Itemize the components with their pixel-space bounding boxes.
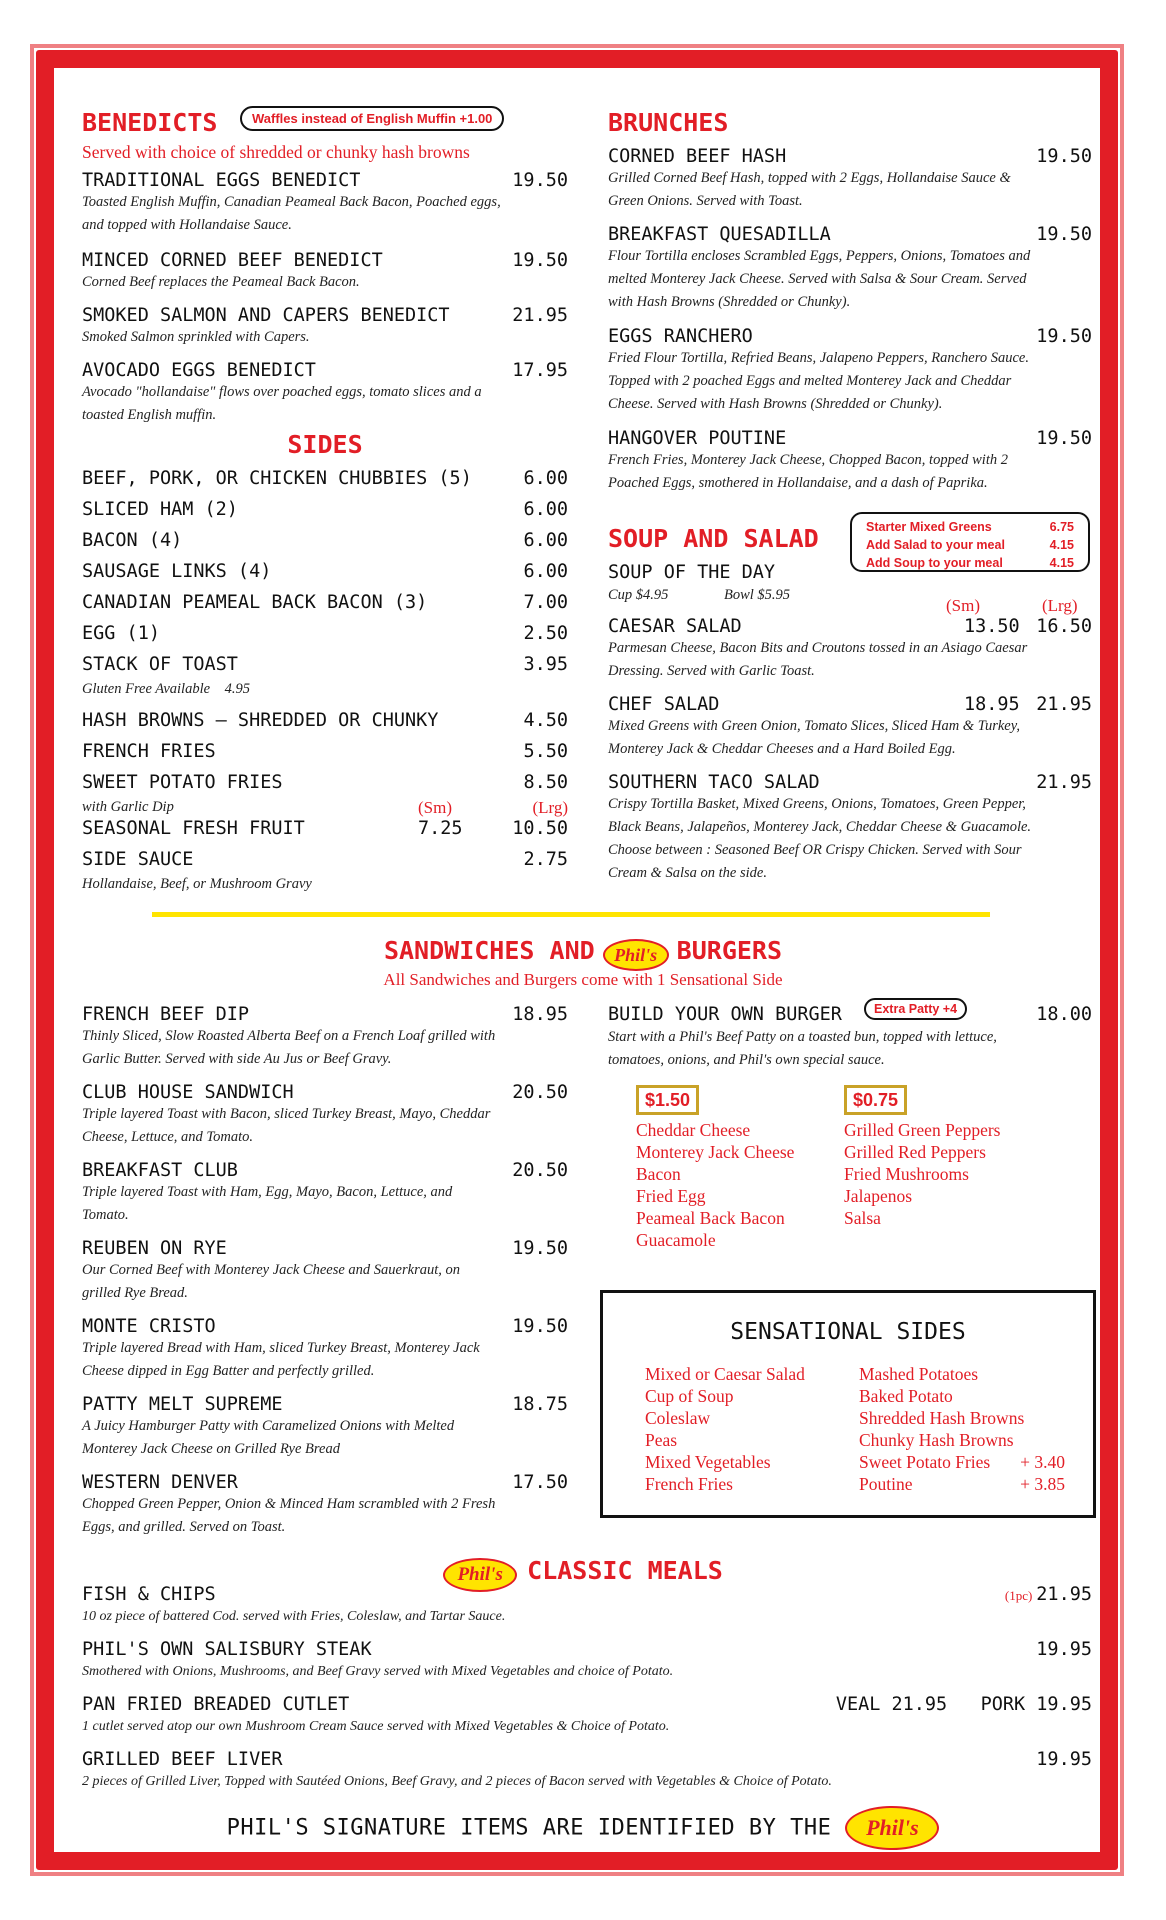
list-item bbox=[82, 1082, 568, 1160]
item-name: CANADIAN PEAMEAL BACK BACON (3) bbox=[82, 592, 428, 613]
brunches-title: BRUNCHES bbox=[608, 108, 729, 137]
item-desc: 10 oz piece of battered Cod. served with Fries, Coleslaw, and Tartar Sauce. bbox=[82, 1609, 506, 1624]
item-price: 16.50 bbox=[1036, 616, 1092, 637]
sandwich-list bbox=[82, 1004, 568, 1550]
waffles-badge: Waffles instead of English Muffin +1.00 bbox=[240, 106, 504, 131]
side-sauce-note: Hollandaise, Beef, or Mushroom Gravy bbox=[82, 876, 312, 892]
addon-group-2 bbox=[844, 1090, 1000, 1229]
item-desc: Toasted English Muffin, Canadian Peameal Back Bacon, Poached eggs, and topped with Hollandaise Sauce. bbox=[82, 194, 501, 233]
extra-label: Add Soup to your meal bbox=[866, 556, 1003, 570]
list-item bbox=[82, 468, 568, 499]
gluten-free-note: Gluten Free Available bbox=[82, 681, 211, 697]
side-option: French Fries bbox=[645, 1474, 733, 1494]
item-desc: Start with a Phil's Beef Patty on a toasted bun, topped with lettuce, tomatoes, onions, and Phil's own special sauce. bbox=[608, 1029, 997, 1068]
list-item bbox=[608, 326, 1092, 428]
item-price-small: 18.95 bbox=[964, 694, 1020, 715]
item-price: 17.50 bbox=[512, 1472, 568, 1493]
item-desc: Chopped Green Pepper, Onion & Minced Ham scrambled with 2 Fresh Eggs, and grilled. Served on Toast. bbox=[82, 1496, 496, 1535]
benedicts-title: BENEDICTS bbox=[82, 108, 218, 137]
list-item bbox=[82, 1394, 568, 1472]
item-price: 2.50 bbox=[523, 623, 568, 644]
addon-item: Fried Mushrooms bbox=[844, 1164, 969, 1184]
item-name: EGG (1) bbox=[82, 623, 160, 644]
toast-note bbox=[82, 678, 568, 710]
list-item bbox=[82, 849, 568, 873]
side-label: Baked Potato bbox=[859, 1386, 953, 1406]
list-item bbox=[82, 1316, 568, 1394]
list-item bbox=[82, 1238, 568, 1316]
extra-label: Add Salad to your meal bbox=[866, 538, 1005, 552]
addon-item: Grilled Red Peppers bbox=[844, 1142, 986, 1162]
footer-text: PHIL'S SIGNATURE ITEMS ARE IDENTIFIED BY THE bbox=[226, 1815, 832, 1841]
item-desc: Our Corned Beef with Monterey Jack Cheese and Sauerkraut, on grilled Rye Bread. bbox=[82, 1262, 460, 1301]
item-name: SOUTHERN TACO SALAD bbox=[608, 772, 820, 793]
side-option bbox=[859, 1429, 1065, 1451]
benedicts-list bbox=[82, 170, 568, 430]
side-option bbox=[859, 1473, 1065, 1495]
item-desc: Fried Flour Tortilla, Refried Beans, Jalapeno Peppers, Ranchero Sauce. Topped with 2 poached Eggs and melted Monterey Jack and Cheddar Cheese. Served with Hash Browns (Shredded or Chunky). bbox=[608, 350, 1029, 412]
item-desc: A Juicy Hamburger Patty with Caramelized Onions with Melted Monterey Jack Cheese on Grilled Rye Bread bbox=[82, 1418, 455, 1457]
list-item bbox=[82, 1694, 1092, 1749]
item-name: CLUB HOUSE SANDWICH bbox=[82, 1082, 294, 1103]
list-item bbox=[608, 146, 1092, 224]
item-name: TRADITIONAL EGGS BENEDICT bbox=[82, 170, 361, 191]
list-item bbox=[608, 772, 1092, 882]
size-large-label: (Lrg) bbox=[1042, 596, 1078, 615]
soup-cup-price: Cup $4.95 bbox=[608, 587, 669, 603]
item-desc: Parmesan Cheese, Bacon Bits and Croutons tossed in an Asiago Caesar Dressing. Served with Garlic Toast. bbox=[608, 640, 1028, 679]
item-price: 3.95 bbox=[523, 654, 568, 675]
addon-item: Guacamole bbox=[636, 1230, 716, 1250]
benedicts-subtitle: Served with choice of shredded or chunky hash browns bbox=[82, 142, 470, 162]
item-desc: 1 cutlet served atop our own Mushroom Cream Sauce served with Mixed Vegetables & Choice of Potato. bbox=[82, 1719, 670, 1734]
sides-title: SIDES bbox=[287, 430, 363, 459]
extra-row bbox=[866, 536, 1074, 554]
sandwiches-title: SANDWICHES AND bbox=[383, 936, 595, 965]
item-desc: Smoked Salmon sprinkled with Capers. bbox=[82, 329, 310, 345]
item-name: MONTE CRISTO bbox=[82, 1316, 216, 1337]
item-desc: Triple layered Toast with Bacon, sliced Turkey Breast, Mayo, Cheddar Cheese, Lettuce, and Tomato. bbox=[82, 1106, 491, 1145]
salad-list bbox=[608, 616, 1092, 882]
side-label: Shredded Hash Browns bbox=[859, 1408, 1025, 1428]
list-item bbox=[82, 1639, 1092, 1694]
list-item bbox=[82, 1749, 1092, 1804]
item-desc: Flour Tortilla encloses Scrambled Eggs, Peppers, Onions, Tomatoes and melted Monterey Jack Cheese. Served with Salsa & Sour Cream. Served with Hash Browns (Shredded or Chunky). bbox=[608, 248, 1031, 310]
side-option bbox=[859, 1451, 1065, 1473]
burger-item bbox=[608, 1004, 1092, 1072]
item-price: 19.50 bbox=[512, 170, 568, 191]
item-price: 21.95 bbox=[1036, 772, 1092, 793]
item-price: 20.50 bbox=[512, 1160, 568, 1181]
phils-logo-icon: Phil's bbox=[603, 939, 669, 971]
item-desc: French Fries, Monterey Jack Cheese, Chopped Bacon, topped with 2 Poached Eggs, smothered in Hollandaise, and a dash of Paprika. bbox=[608, 452, 1008, 491]
item-price: 6.00 bbox=[523, 530, 568, 551]
item-name: PATTY MELT SUPREME bbox=[82, 1394, 283, 1415]
addon-item: Fried Egg bbox=[636, 1186, 706, 1206]
item-desc: Corned Beef replaces the Peameal Back Bacon. bbox=[82, 274, 360, 290]
extra-row bbox=[866, 518, 1074, 536]
sweet-note-row bbox=[82, 796, 568, 818]
item-desc: Triple layered Toast with Ham, Egg, Mayo, Bacon, Lettuce, and Tomato. bbox=[82, 1184, 453, 1223]
side-label: Poutine bbox=[859, 1474, 913, 1494]
item-price: 19.50 bbox=[512, 1238, 568, 1259]
item-price: 6.00 bbox=[523, 499, 568, 520]
side-option bbox=[859, 1385, 1065, 1407]
list-item bbox=[82, 741, 568, 772]
item-name: SLICED HAM (2) bbox=[82, 499, 238, 520]
side-option: Cup of Soup bbox=[645, 1386, 734, 1406]
extra-patty-badge: Extra Patty +4 bbox=[864, 998, 967, 1020]
item-name: REUBEN ON RYE bbox=[82, 1238, 227, 1259]
item-price: 4.50 bbox=[523, 710, 568, 731]
item-price: 8.50 bbox=[523, 772, 568, 793]
sensational-sides-box bbox=[600, 1290, 1096, 1518]
list-item bbox=[82, 818, 568, 849]
item-name: GRILLED BEEF LIVER bbox=[82, 1749, 283, 1770]
sides-list bbox=[82, 468, 568, 896]
list-item bbox=[82, 1004, 568, 1082]
list-item bbox=[82, 623, 568, 654]
section-divider bbox=[152, 912, 990, 917]
list-item bbox=[82, 305, 568, 360]
item-name: SWEET POTATO FRIES bbox=[82, 772, 283, 793]
brunches-list bbox=[608, 146, 1092, 506]
list-item bbox=[608, 224, 1092, 326]
item-name: HASH BROWNS – SHREDDED OR CHUNKY bbox=[82, 710, 439, 731]
item-price: 10.50 bbox=[512, 818, 568, 839]
extra-price: 4.15 bbox=[1049, 538, 1074, 552]
addon-price-box: $1.50 bbox=[636, 1085, 699, 1115]
list-item bbox=[82, 530, 568, 561]
list-item bbox=[82, 772, 568, 796]
item-name: BEEF, PORK, OR CHICKEN CHUBBIES (5) bbox=[82, 468, 472, 489]
item-price: 19.50 bbox=[1036, 224, 1092, 245]
sensational-right-list bbox=[859, 1363, 1065, 1495]
burger-header bbox=[608, 1004, 1092, 1026]
salad-extras-box bbox=[850, 512, 1090, 572]
size-small-label: (Sm) bbox=[946, 596, 980, 615]
classic-title: CLASSIC MEALS bbox=[527, 1556, 723, 1585]
item-desc: Crispy Tortilla Basket, Mixed Greens, Onions, Tomatoes, Green Pepper, Black Beans, Jalapeños, Monterey Jack, Cheddar Cheese & Guacamole. Choose between : Seasoned Beef OR Crispy Chicken. Served with Sour Cream & Salsa on the side. bbox=[608, 796, 1032, 881]
footer bbox=[0, 1806, 1166, 1850]
addon-item: Bacon bbox=[636, 1164, 681, 1184]
list-item bbox=[82, 561, 568, 592]
list-item bbox=[82, 499, 568, 530]
list-item bbox=[82, 360, 568, 430]
soup-bowl-price: Bowl $5.95 bbox=[724, 587, 791, 603]
side-label: Mashed Potatoes bbox=[859, 1364, 979, 1384]
item-name: AVOCADO EGGS BENEDICT bbox=[82, 360, 316, 381]
item-name: STACK OF TOAST bbox=[82, 654, 238, 675]
item-price: 18.75 bbox=[512, 1394, 568, 1415]
addon-item: Monterey Jack Cheese bbox=[636, 1142, 795, 1162]
addon-item: Salsa bbox=[844, 1208, 881, 1228]
addon-item: Jalapenos bbox=[844, 1186, 913, 1206]
side-label: Sweet Potato Fries bbox=[859, 1452, 991, 1472]
item-name: BREAKFAST QUESADILLA bbox=[608, 224, 831, 245]
addon-item: Cheddar Cheese bbox=[636, 1120, 751, 1140]
addon-group-1 bbox=[636, 1090, 794, 1251]
classic-list bbox=[82, 1584, 1092, 1804]
item-price: 19.50 bbox=[512, 250, 568, 271]
sandwiches-heading bbox=[0, 936, 1166, 971]
item-price: 17.95 bbox=[512, 360, 568, 381]
item-price-row bbox=[1005, 1584, 1092, 1605]
list-item bbox=[82, 250, 568, 305]
addon-item: Grilled Green Peppers bbox=[844, 1120, 1001, 1140]
list-item bbox=[608, 616, 1092, 694]
item-price: 7.00 bbox=[523, 592, 568, 613]
list-item bbox=[82, 592, 568, 623]
item-price: 19.50 bbox=[512, 1316, 568, 1337]
item-note: (1pc) bbox=[1004, 1588, 1033, 1603]
burgers-title: BURGERS bbox=[676, 936, 783, 965]
item-price: 20.50 bbox=[512, 1082, 568, 1103]
item-name: BUILD YOUR OWN BURGER bbox=[608, 1004, 842, 1025]
side-label: Chunky Hash Browns bbox=[859, 1430, 1014, 1450]
item-price-small: 13.50 bbox=[964, 616, 1020, 637]
side-option: Mixed or Caesar Salad bbox=[645, 1364, 805, 1384]
side-option bbox=[859, 1407, 1065, 1429]
item-desc: Avocado "hollandaise" flows over poached eggs, tomato slices and a toasted English muffin. bbox=[82, 384, 482, 423]
phils-logo-icon: Phil's bbox=[845, 1806, 939, 1850]
gluten-free-price: 4.95 bbox=[224, 681, 250, 697]
item-price: 21.95 bbox=[1036, 694, 1092, 715]
phils-logo-icon: Phil's bbox=[443, 1558, 517, 1592]
extra-row bbox=[866, 554, 1074, 572]
extra-price: 6.75 bbox=[1049, 520, 1074, 534]
list-item bbox=[82, 1160, 568, 1238]
addon-item: Peameal Back Bacon bbox=[636, 1208, 785, 1228]
list-item bbox=[82, 1472, 568, 1550]
item-price: 19.50 bbox=[1036, 428, 1092, 449]
list-item bbox=[608, 694, 1092, 772]
side-option: Coleslaw bbox=[645, 1408, 711, 1428]
item-name: SMOKED SALMON AND CAPERS BENEDICT bbox=[82, 305, 450, 326]
addon-price-box: $0.75 bbox=[844, 1085, 907, 1115]
item-price: 19.50 bbox=[1036, 326, 1092, 347]
list-item bbox=[82, 170, 568, 250]
item-price: 6.00 bbox=[523, 561, 568, 582]
item-name: PAN FRIED BREADED CUTLET bbox=[82, 1694, 350, 1715]
item-price: 19.50 bbox=[1036, 146, 1092, 167]
item-name: FRENCH BEEF DIP bbox=[82, 1004, 250, 1025]
item-desc: Thinly Sliced, Slow Roasted Alberta Beef on a French Loaf grilled with Garlic Butter. Served with side Au Jus or Beef Gravy. bbox=[82, 1028, 496, 1067]
item-price: 18.95 bbox=[512, 1004, 568, 1025]
item-desc: 2 pieces of Grilled Liver, Topped with Sautéed Onions, Beef Gravy, and 2 pieces of Bacon served with Vegetables & Choice of Potato. bbox=[82, 1774, 832, 1789]
item-price: 18.00 bbox=[1036, 1004, 1092, 1025]
item-name: SAUSAGE LINKS (4) bbox=[82, 561, 272, 582]
item-price: 5.50 bbox=[523, 741, 568, 762]
sensational-sides-title: SENSATIONAL SIDES bbox=[730, 1319, 966, 1345]
item-name: PHIL'S OWN SALISBURY STEAK bbox=[82, 1639, 372, 1660]
list-item bbox=[82, 710, 568, 741]
item-name: CHEF SALAD bbox=[608, 694, 720, 715]
side-option bbox=[859, 1363, 1065, 1385]
soup-of-day: SOUP OF THE DAY bbox=[608, 562, 776, 583]
item-name: BACON (4) bbox=[82, 530, 183, 551]
item-price: 21.95 bbox=[1036, 1584, 1092, 1605]
item-price: 2.75 bbox=[523, 849, 568, 870]
item-name: MINCED CORNED BEEF BENEDICT bbox=[82, 250, 383, 271]
item-name: EGGS RANCHERO bbox=[608, 326, 753, 347]
item-name: SEASONAL FRESH FRUIT bbox=[82, 818, 305, 839]
item-name: CAESAR SALAD bbox=[608, 616, 742, 637]
item-name: HANGOVER POUTINE bbox=[608, 428, 787, 449]
side-upcharge: + 3.40 bbox=[1020, 1452, 1065, 1472]
item-price: 19.95 bbox=[1036, 1639, 1092, 1660]
item-name: BREAKFAST CLUB bbox=[82, 1160, 238, 1181]
item-name: WESTERN DENVER bbox=[82, 1472, 238, 1493]
item-price: VEAL 21.95 PORK 19.95 bbox=[835, 1694, 1092, 1715]
side-option: Mixed Vegetables bbox=[645, 1452, 771, 1472]
sweet-potato-note: with Garlic Dip bbox=[82, 799, 174, 815]
size-small-label: (Sm) bbox=[418, 798, 452, 817]
item-price-small: 7.25 bbox=[418, 818, 463, 839]
item-desc: Grilled Corned Beef Hash, topped with 2 Eggs, Hollandaise Sauce & Green Onions. Served with Toast. bbox=[608, 170, 1011, 209]
extra-label: Starter Mixed Greens bbox=[866, 520, 992, 534]
side-option: Peas bbox=[645, 1430, 678, 1450]
item-name: CORNED BEEF HASH bbox=[608, 146, 787, 167]
item-price: 6.00 bbox=[523, 468, 568, 489]
side-upcharge: + 3.85 bbox=[1020, 1474, 1065, 1494]
soup-salad-title: SOUP AND SALAD bbox=[608, 524, 819, 553]
item-price: 19.95 bbox=[1036, 1749, 1092, 1770]
item-name: FISH & CHIPS bbox=[82, 1584, 216, 1605]
item-desc: Triple layered Bread with Ham, sliced Turkey Breast, Monterey Jack Cheese dipped in Egg Batter and perfectly grilled. bbox=[82, 1340, 480, 1379]
sandwiches-subtitle: All Sandwiches and Burgers come with 1 Sensational Side bbox=[383, 970, 783, 989]
item-price: 21.95 bbox=[512, 305, 568, 326]
item-name: FRENCH FRIES bbox=[82, 741, 216, 762]
size-large-label: (Lrg) bbox=[532, 798, 568, 817]
list-item bbox=[608, 428, 1092, 506]
sensational-left-list bbox=[645, 1363, 805, 1495]
list-item bbox=[82, 654, 568, 678]
item-desc: Smothered with Onions, Mushrooms, and Beef Gravy served with Mixed Vegetables and choice of Potato. bbox=[82, 1664, 674, 1679]
list-item bbox=[82, 1584, 1092, 1639]
extra-price: 4.15 bbox=[1049, 556, 1074, 570]
item-name: SIDE SAUCE bbox=[82, 849, 194, 870]
item-desc: Mixed Greens with Green Onion, Tomato Slices, Sliced Ham & Turkey, Monterey Jack & Cheddar Cheeses and a Hard Boiled Egg. bbox=[608, 718, 1020, 757]
